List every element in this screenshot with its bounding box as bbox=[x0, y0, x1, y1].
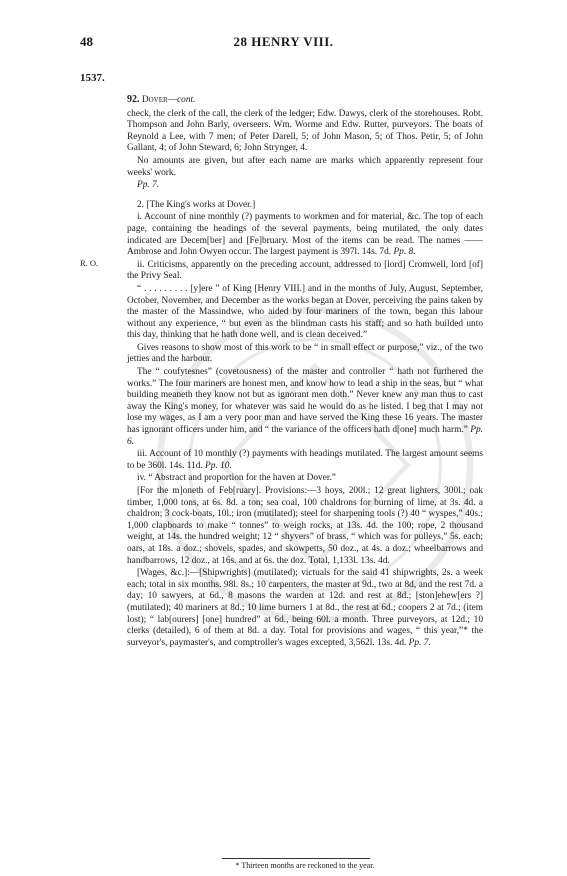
paragraph-iv: iv. “ Abstract and proportion for the haven at Dover.” bbox=[137, 473, 336, 484]
running-title: 28 HENRY VIII. bbox=[233, 34, 334, 49]
paragraph-wages bbox=[127, 568, 483, 649]
pages-note-i: Pp. 8. bbox=[393, 247, 416, 258]
year-label: 1537. bbox=[80, 72, 105, 84]
footnote: * Thirteen months are reckoned to the year. bbox=[235, 861, 375, 870]
pages-note-ii: Pp. 6. bbox=[127, 425, 483, 447]
paragraph-i-text: i. Account of nine monthly (?) payments to workmen and for material, &c. The top of each page, containing the headings of the several payments, being mutilated, the only dates indicated are Decem[ber] and [Fe]bruary. Most of the items can be read. The names —— Ambrose and John Owyen occur. The largest payment is 397l. 14s. 7d. bbox=[127, 212, 483, 258]
entry-heading bbox=[127, 94, 483, 107]
paragraph-i bbox=[127, 212, 483, 258]
paragraph-wages-text: [Wages, &c.]:—[Shipwrights] (mutilated); victuals for the said 41 shipwrights, 2s. a week each; total in six months. 98l. 8s.; 10 carpenters, the master at 9d., two at 8d, and the rest 7d. a day; 10 sawyers, at 6d., 8 masons the warden at 12d. and rest at 8d.; [ston]ehew[ers ?] (mutilated); 40 mariners at 8d.; 10 lime burners 1 at 8d., the rest at 6d.; coopers 2 at 7d.; (item lost); “ lab[ourers] [one] hundred” at 6d., being 60l. a month. Three purveyors, at 12d.; 10 clerks (detailed), 6 of them at 8d. a day. Total for provisions and wages, “ this year,”* the surveyor's, paymaster's, and comptroller's wages excepted, 3,562l. 13s. 4d. bbox=[127, 568, 483, 648]
pages-note-iv: Pp. 7. bbox=[408, 637, 431, 648]
margin-note-ro: R. O. bbox=[80, 258, 99, 268]
paragraph-no-amounts: No amounts are given, but after each name are marks which apparently represent four weeks' work. bbox=[127, 155, 483, 178]
paragraph-quote: “ . . . . . . . . . [y]ere ” of King [Henry VIII.] and in the months of July, August, September, October, November, and December as the works began at Dover, perceiving the pains taken by the master of the Massindwe, who aided by four mariners of the town, began this labour without any experience, “ but even as the blindman casts his staff; and so hath builded unto this day, thinking that he hath done well, and is clean deceived.” bbox=[127, 283, 483, 341]
paragraph-february: [For the m]oneth of Feb[ruary]. Provisions:—3 hoys, 200l.; 12 great lighters, 300l.; oak timber, 1,000 tons, at 6s. 8d. a ton; sea coal, 100 chaldrons for burning of lime, at 3s. 4d. a chaldron; 3 cock-boats, 10l.; iron (mutilated); steel for sharpening tools (?) 40 “ wyspes,” 40s.; 1,000 clapboards to make “ tonnes” to weigh rocks, at 13s. 4d. the 100; rope, 2 thousand weight, at 14s. the hundred weight; 12 “ shyvers” of brass, “ which was for pulleys,” 5s. each; oars, at 18s. a doz.; shovels, spades, and skowpetts, 50 doz., at 4s. a doz.; wheelbarrows and handbarrows, 12 doz., at 16s. and at 6s. the doz. Total, 1,133l. 13s. 4d. bbox=[127, 486, 483, 566]
pages-note-1: Pp. 7. bbox=[137, 180, 160, 191]
entry-number: 92. bbox=[127, 94, 140, 105]
entry-title-cont: cont. bbox=[177, 95, 196, 105]
section-2-heading: 2. [The King's works at Dover.] bbox=[137, 199, 256, 210]
paragraph-iii-text: iii. Account of 10 monthly (?) payments with headings mutilated. The largest amount seems to be 360l. 14s. 11d. bbox=[127, 449, 483, 471]
paragraph-ii: ii. Criticisms, apparently on the preceding account, addressed to [lord] Cromwell, lord [of] the Privy Seal. bbox=[127, 259, 483, 282]
page-number: 48 bbox=[80, 34, 93, 49]
paragraph-covetousness-text: The “ coufytesnes” (covetousness) of the master and controller “ hath not furthered the works.” The four mariners are honest men, and know how to lead a ship in the seas, but “ what building meaneth they know not but as ignorant men doth.” Never knew any man thus to cast away the King's money, for whatever was said he would do as he listed. I beg that I may not lose my wages, as I am a very poor man and have served the King these 16 years. The master has ignorant officers under him, and “ the variance of the officers hath d[one] much harm.” bbox=[127, 367, 483, 436]
paragraph-reasons: Gives reasons to show most of this work to be “ in small effect or purpose,” viz., of the two jetties and the harbour. bbox=[127, 342, 483, 365]
paragraph-staff: check, the clerk of the call, the clerk of the ledger; Edw. Dawys, clerk of the storehouses. Robt. Thompson and John Barly, overseers. Wm. Worme and Edw. Rutter, purveyors. The boats of Reynold a Lee, with 7 men; of Peter Darell, 5; of John Mason, 5; of Thos. Petir, 5; of John Gallant, 4; of John Steward, 6; John Strynger, 4. bbox=[127, 108, 483, 154]
pages-note-iii: Pp. 10. bbox=[205, 460, 232, 471]
paragraph-iii bbox=[127, 449, 483, 472]
entry-title: Dover— bbox=[141, 95, 177, 105]
paragraph-covetousness bbox=[127, 367, 483, 448]
footnote-rule bbox=[222, 858, 370, 859]
main-text bbox=[127, 94, 483, 650]
